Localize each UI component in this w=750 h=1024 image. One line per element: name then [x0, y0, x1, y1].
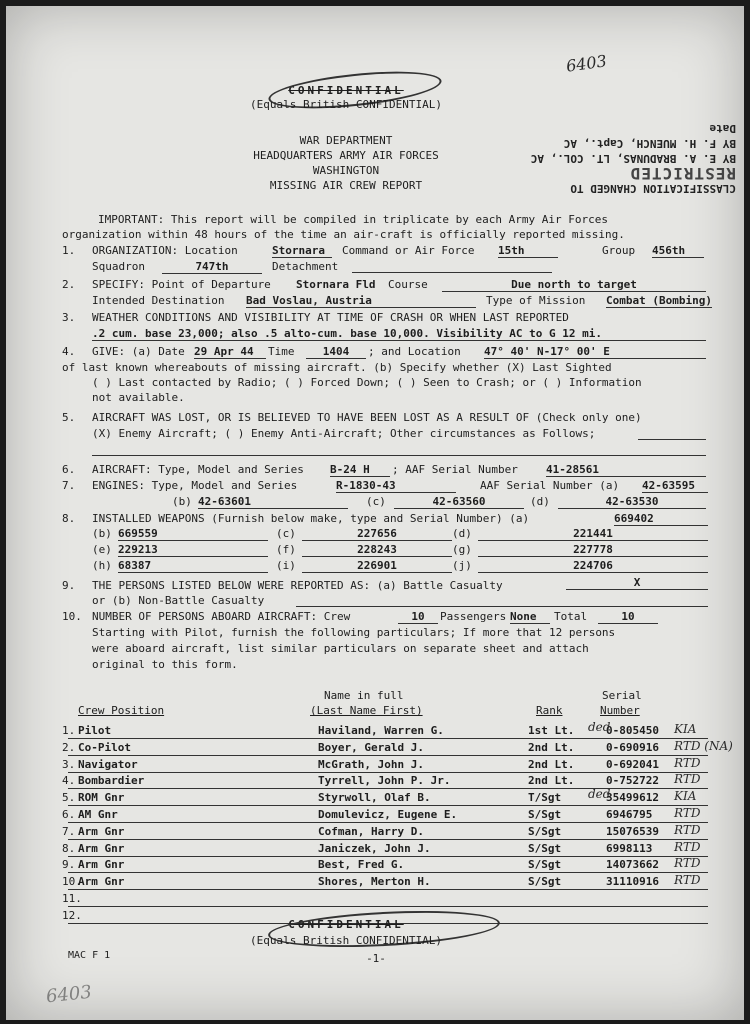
crew-handwritten-note: ded [588, 787, 611, 801]
col-header-serial-1: Serial [602, 689, 642, 702]
crew-row-number: 3. [62, 758, 76, 771]
q7-serial-a: 42-63595 [642, 479, 708, 493]
q9-blank-line [296, 606, 708, 607]
q10-label: NUMBER OF PERSONS ABOARD AIRCRAFT: Crew [92, 610, 351, 623]
crew-row-number: 8. [62, 842, 76, 855]
q6-label: AIRCRAFT: Type, Model and Series [92, 463, 304, 476]
crew-rank: 2nd Lt. [528, 758, 575, 771]
q9-battle-mark: X [566, 576, 708, 590]
q1-group-label: Group [602, 244, 636, 257]
q7-c-label: (c) [366, 495, 386, 508]
q4-time-label: Time [268, 345, 295, 358]
crew-row-number: 11. [62, 892, 82, 905]
crew-status-annotation: RTD [674, 772, 701, 786]
crew-row-number: 10. [62, 875, 82, 888]
q7-serial-d: 42-63530 [558, 495, 706, 509]
crew-serial: 0-805450 [606, 724, 659, 737]
q7-label: ENGINES: Type, Model and Series [92, 479, 298, 492]
q10-passengers: None [510, 610, 550, 624]
crew-row-number: 1. [62, 724, 76, 737]
crew-name: Cofman, Harry D. [318, 825, 424, 838]
crew-row-number: 6. [62, 808, 76, 821]
crew-row-line [68, 788, 708, 789]
crew-row-line [68, 872, 708, 873]
crew-row-number: 2. [62, 741, 76, 754]
q1-squadron: 747th [162, 260, 262, 274]
q1-detachment-label: Detachment [272, 260, 339, 273]
crew-row-line [68, 889, 708, 890]
weapon-serial: 227778 [478, 543, 708, 557]
report-title: MISSING AIR CREW REPORT [269, 179, 423, 192]
crew-row-line [68, 738, 708, 739]
q6-type: B-24 H [330, 463, 390, 477]
weapon-serial: 221441 [478, 527, 708, 541]
page-number: -1- [366, 952, 386, 965]
equals-british-header: (Equals British CONFIDENTIAL) [249, 98, 443, 111]
crew-serial: 0-692041 [606, 758, 659, 771]
q2-mission-label: Type of Mission [486, 294, 586, 307]
crew-row-number: 4. [62, 774, 76, 787]
weapon-label: (e) [92, 543, 112, 556]
q7-number: 7. [62, 479, 76, 492]
crew-status-annotation: RTD [674, 823, 701, 837]
q3-weather: .2 cum. base 23,000; also .5 alto-cum. base 10,000. Visibility AC to G 12 mi. [92, 327, 706, 341]
q4-line-2: of last known whereabouts of missing aircraft. (b) Specify whether (X) Last Sighted [62, 361, 612, 374]
q10-line-4: original to this form. [92, 658, 238, 671]
weapon-serial: 226901 [302, 559, 452, 573]
q4-date-label: GIVE: (a) Date [92, 345, 185, 358]
crew-name: Styrwoll, Olaf B. [318, 791, 431, 804]
crew-status-annotation: KIA [674, 722, 697, 736]
col-header-position: Crew Position [78, 704, 165, 717]
crew-position: Bombardier [78, 774, 145, 787]
crew-name: Shores, Merton H. [318, 875, 431, 888]
crew-rank: S/Sgt [528, 875, 562, 888]
q1-label: ORGANIZATION: Location [92, 244, 238, 257]
q1-squadron-label: Squadron [92, 260, 145, 273]
document-page [6, 6, 744, 1020]
weapon-label: (g) [452, 543, 472, 556]
q6-serial: 41-28561 [546, 463, 706, 477]
q10-number: 10. [62, 610, 82, 623]
q10-passengers-label: Passengers [440, 610, 507, 623]
weapon-label: (h) [92, 559, 112, 572]
crew-position: Arm Gnr [78, 825, 125, 838]
crew-row-line [68, 822, 708, 823]
crew-serial: 14073662 [606, 858, 659, 871]
crew-status-annotation: RTD [674, 756, 701, 770]
q5-blank-line [92, 455, 706, 456]
weapon-label: (b) [92, 527, 112, 540]
q6-number: 6. [62, 463, 76, 476]
q2-course-label: Course [388, 278, 428, 291]
q2-mission: Combat (Bombing) [606, 294, 712, 307]
q10-total-label: Total [554, 610, 588, 623]
q2-course: Due north to target [442, 278, 706, 292]
crew-serial: 15076539 [606, 825, 659, 838]
important-line-2: organization within 48 hours of the time an air-craft is officially reported missing. [62, 228, 625, 241]
weapon-serial: 68387 [118, 559, 268, 573]
q1-air-force: 15th [498, 244, 558, 258]
q7-type: R-1830-43 [336, 479, 456, 493]
q4-number: 4. [62, 345, 76, 358]
crew-status-annotation: RTD [674, 873, 701, 887]
crew-status-annotation: RTD [674, 856, 701, 870]
crew-position: ROM Gnr [78, 791, 125, 804]
q5-number: 5. [62, 411, 76, 424]
col-header-name-1: Name in full [324, 689, 404, 702]
crew-position: Pilot [78, 724, 112, 737]
crew-name: Haviland, Warren G. [318, 724, 444, 737]
q1-number: 1. [62, 244, 76, 257]
q2-number: 2. [62, 278, 76, 291]
crew-name: Domulevicz, Eugene E. [318, 808, 458, 821]
stamp-restricted: RESTRICTED [629, 164, 736, 183]
crew-rank: 2nd Lt. [528, 741, 575, 754]
q2-destination-label: Intended Destination [92, 294, 225, 307]
q8-number: 8. [62, 512, 76, 525]
weapon-label: (f) [276, 543, 296, 556]
crew-row-line [68, 772, 708, 773]
crew-serial: 6946795 [606, 808, 653, 821]
crew-name: Boyer, Gerald J. [318, 741, 424, 754]
crew-serial: 0-690916 [606, 741, 659, 754]
q2-destination: Bad Voslau, Austria [246, 294, 476, 308]
q5-line-1: AIRCRAFT WAS LOST, OR IS BELIEVED TO HAVE BEEN LOST AS A RESULT OF (Check only one) [92, 411, 642, 424]
crew-position: Navigator [78, 758, 138, 771]
q4-location-label: ; and Location [368, 345, 461, 358]
q8-label: INSTALLED WEAPONS (Furnish below make, type and Serial Number) (a) [92, 512, 530, 525]
crew-row-number: 12. [62, 909, 82, 922]
q10-line-3: were aboard aircraft, list similar particulars on separate sheet and attach [92, 642, 589, 655]
weapon-serial: 227656 [302, 527, 452, 541]
crew-rank: 1st Lt. [528, 724, 575, 737]
crew-serial: 31110916 [606, 875, 659, 888]
q1-location: Stornara [272, 244, 332, 258]
confidential-footer: CONFIDENTIAL [288, 918, 404, 931]
handwritten-number: 6403 [564, 51, 608, 76]
q9-number: 9. [62, 579, 76, 592]
col-header-rank: Rank [536, 704, 563, 717]
q4-line-4: not available. [92, 391, 185, 404]
q1-detachment-blank [352, 272, 552, 273]
q7-serial-b: 42-63601 [198, 495, 348, 509]
q4-location: 47° 40' N-17° 00' E [484, 345, 706, 359]
weapon-serial: 229213 [118, 543, 268, 557]
crew-status-annotation: KIA [674, 789, 697, 803]
crew-status-annotation: RTD [674, 806, 701, 820]
q5-blank [638, 439, 706, 440]
crew-position: Arm Gnr [78, 875, 125, 888]
crew-row-line [68, 755, 708, 756]
crew-status-annotation: RTD (NA) [674, 739, 733, 753]
q7-serial-c: 42-63560 [394, 495, 524, 509]
col-header-name-2: (Last Name First) [310, 704, 423, 717]
crew-serial: 0-752722 [606, 774, 659, 787]
crew-serial: 35499612 [606, 791, 659, 804]
stamp-line-5: Date [709, 122, 736, 135]
crew-rank: S/Sgt [528, 858, 562, 871]
q7-b-label: (b) [172, 495, 192, 508]
q1-command-label: Command or Air Force [342, 244, 475, 257]
crew-rank: 2nd Lt. [528, 774, 575, 787]
q3-number: 3. [62, 311, 76, 324]
weapon-serial: 224706 [478, 559, 708, 573]
crew-position: AM Gnr [78, 808, 118, 821]
form-number: MAC F 1 [68, 950, 111, 961]
crew-row-line [68, 906, 708, 907]
q3-label: WEATHER CONDITIONS AND VISIBILITY AT TIME OF CRASH OR WHEN LAST REPORTED [92, 311, 569, 324]
stamp-line-4: BY F. H. MUENCH, Capt., AC [563, 137, 736, 150]
declassification-stamp [506, 116, 736, 196]
weapon-serial: 228243 [302, 543, 452, 557]
washington-line: WASHINGTON [312, 164, 380, 177]
stamp-line-3: BY E. A. BRADUNAS, LT. COL., AC [530, 152, 736, 165]
crew-row-line [68, 805, 708, 806]
q7-d-label: (d) [530, 495, 550, 508]
q10-total: 10 [598, 610, 658, 624]
q10-crew: 10 [398, 610, 438, 624]
crew-rank: S/Sgt [528, 825, 562, 838]
important-line-1: IMPORTANT: This report will be compiled in triplicate by each Army Air Forces [98, 213, 608, 226]
crew-row-number: 9. [62, 858, 76, 871]
q9-line-2: or (b) Non-Battle Casualty [92, 594, 265, 607]
weapon-label: (c) [276, 527, 296, 540]
crew-name: Best, Fred G. [318, 858, 405, 871]
col-header-serial-2: Number [600, 704, 640, 717]
crew-status-annotation: RTD [674, 840, 701, 854]
dept-line: WAR DEPARTMENT [299, 134, 393, 147]
q2-departure: Stornara Fld [296, 278, 376, 291]
crew-handwritten-note: ded [588, 720, 611, 734]
crew-name: Janiczek, John J. [318, 842, 431, 855]
hq-line: HEADQUARTERS ARMY AIR FORCES [253, 149, 439, 162]
weapon-serial: 669559 [118, 527, 268, 541]
weapon-label: (d) [452, 527, 472, 540]
handwritten-bottom: 6403 [45, 981, 93, 1008]
q4-line-3: ( ) Last contacted by Radio; ( ) Forced Down; ( ) Seen to Crash; or ( ) Information [92, 376, 642, 389]
q1-group: 456th [652, 244, 704, 258]
q4-date: 29 Apr 44 [194, 345, 266, 359]
crew-name: Tyrrell, John P. Jr. [318, 774, 451, 787]
q10-line-2: Starting with Pilot, furnish the following particulars; If more that 12 persons [92, 626, 616, 639]
crew-position: Co-Pilot [78, 741, 131, 754]
weapon-label: (i) [276, 559, 296, 572]
crew-row-number: 5. [62, 791, 76, 804]
crew-row-number: 7. [62, 825, 76, 838]
crew-rank: S/Sgt [528, 808, 562, 821]
crew-rank: S/Sgt [528, 842, 562, 855]
crew-serial: 6998113 [606, 842, 653, 855]
q7-serial-label: AAF Serial Number (a) [480, 479, 620, 492]
equals-british-footer: (Equals British CONFIDENTIAL) [249, 934, 443, 947]
q2-label: SPECIFY: Point of Departure [92, 278, 271, 291]
crew-position: Arm Gnr [78, 842, 125, 855]
q6-serial-label: ; AAF Serial Number [392, 463, 518, 476]
q9-line-1: THE PERSONS LISTED BELOW WERE REPORTED AS: (a) Battle Casualty [92, 579, 503, 592]
q8-weapon-a: 669402 [614, 512, 708, 526]
crew-name: McGrath, John J. [318, 758, 424, 771]
stamp-line-1: CLASSIFICATION CHANGED TO [570, 182, 736, 195]
crew-position: Arm Gnr [78, 858, 125, 871]
confidential-header: CONFIDENTIAL [288, 84, 404, 97]
crew-row-line [68, 856, 708, 857]
crew-rank: T/Sgt [528, 791, 562, 804]
q4-time: 1404 [306, 345, 366, 359]
q5-line-2: (X) Enemy Aircraft; ( ) Enemy Anti-Aircraft; Other circumstances as Follows; [92, 427, 596, 440]
crew-row-line [68, 839, 708, 840]
weapon-label: (j) [452, 559, 472, 572]
